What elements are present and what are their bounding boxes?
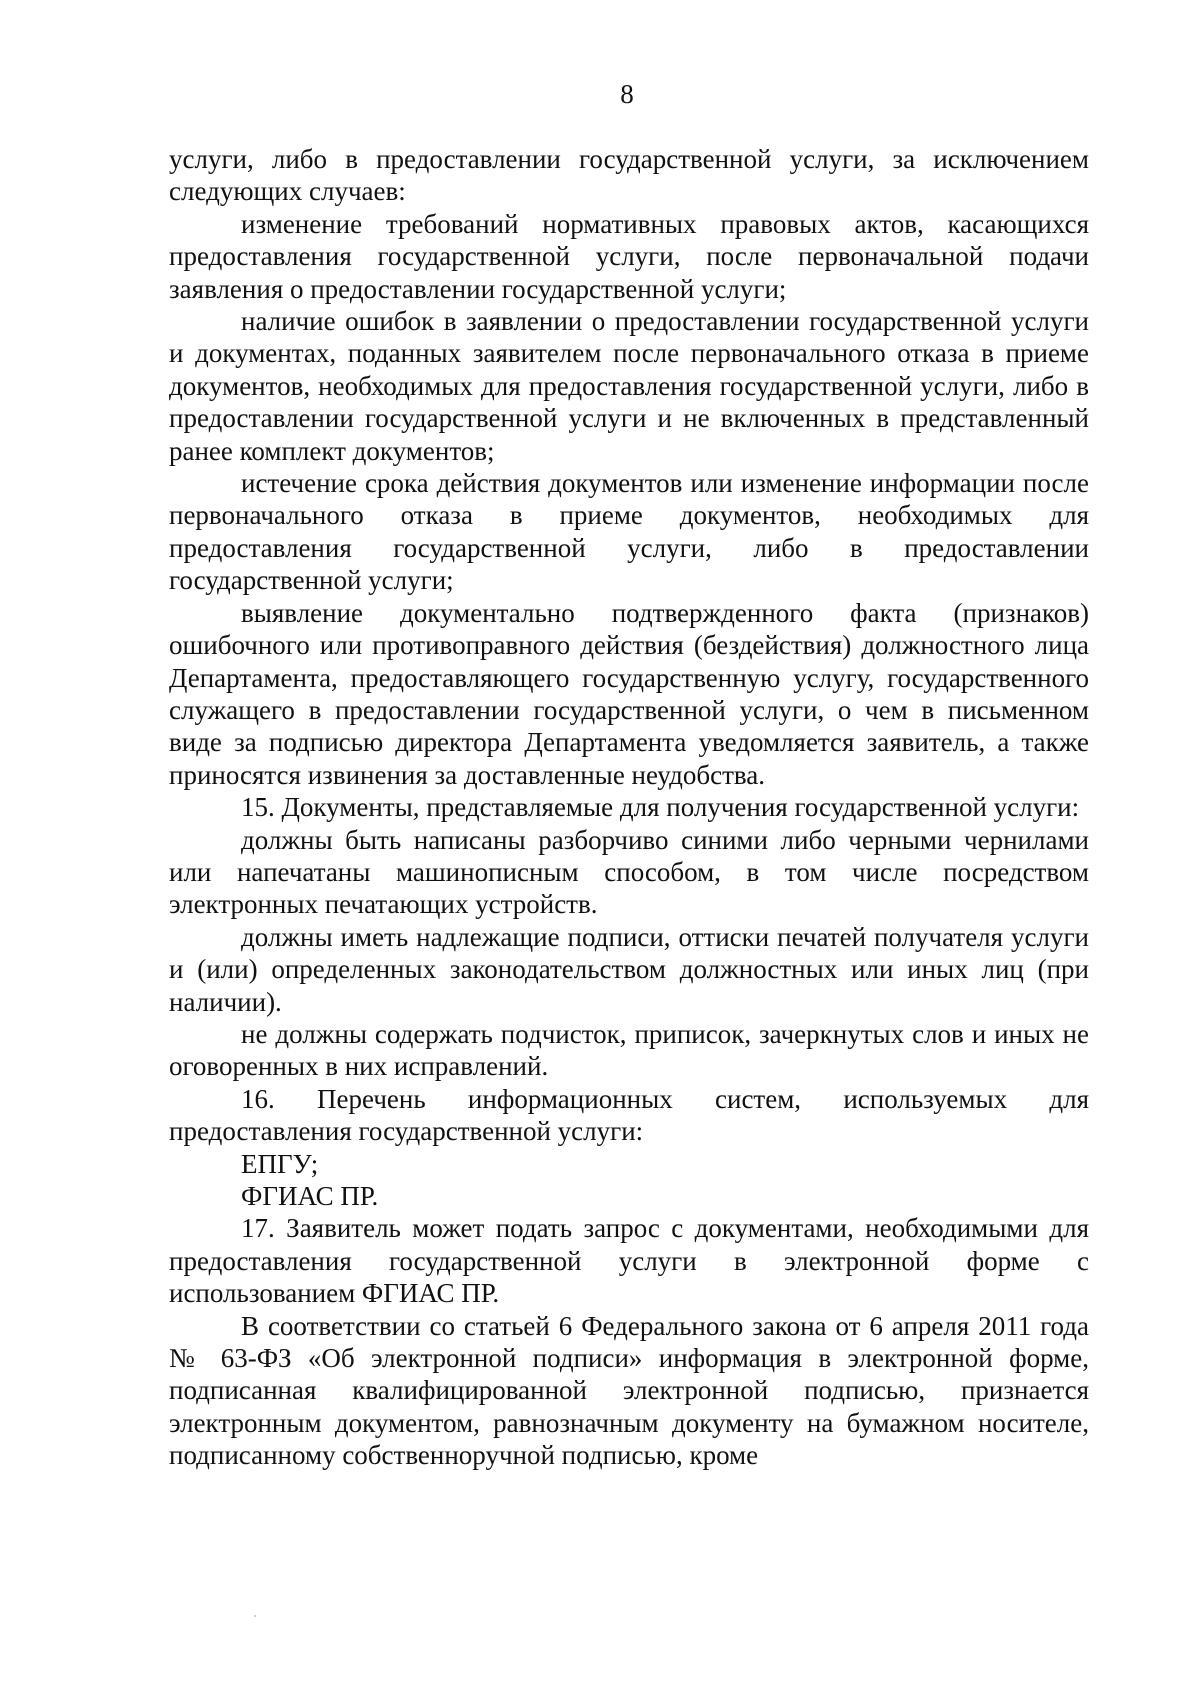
paragraph: не должны содержать подчисток, приписок, зачеркнутых слов и иных не оговоренных в них исправлений. — [169, 1018, 1089, 1082]
paragraph: наличие ошибок в заявлении о предоставлении государственной услуги и документах, поданных заявителем после первоначального отказа в приеме документов, необходимых для предоставления государственной услуги, либо в предоставлении государственной услуги и не включенных в представленный ранее комплект документов; — [169, 306, 1089, 466]
paragraph: ФГИАС ПР. — [241, 1181, 379, 1211]
paragraph: услуги, либо в предоставлении государственной услуги, за исключением следующих случаев: — [169, 144, 1089, 207]
paragraph: должны быть написаны разборчиво синими либо черными чернилами или напечатаны машинописным способом, в том числе посредством электронных печатающих устройств. — [169, 824, 1089, 920]
paragraph: 15. Документы, представляемые для получения государственной услуги: — [241, 792, 1080, 823]
paragraph: изменение требований нормативных правовых актов, касающихся предоставления государственной услуги, после первоначальной подачи заявления о предоставлении государственной услуги; — [169, 208, 1089, 304]
paragraph: В соответствии со статьей 6 Федерального закона от 6 апреля 2011 года № 63-ФЗ «Об электронной подписи» информация в электронной форме, подписанная квалифицированной электронной подписью, признается электронным документом, равнозначным документу на бумажном носителе, подписанному собственноручной подписью, кроме — [169, 1310, 1089, 1471]
paragraph: выявление документально подтвержденного факта (признаков) ошибочного или противоправного действия (бездействия) должностного лица Департамента, предоставляющего государственную услугу, государственного служащего в предоставлении государственной услуги, о чем в письменном виде за подписью директора Департамента уведомляется заявитель, а также приносятся извинения за доставленные неудобства. — [169, 597, 1089, 790]
paragraph: 16. Перечень информационных систем, используемых для предоставления государственной услуги: — [169, 1083, 1089, 1147]
scan-speck — [254, 1615, 256, 1617]
page-number: 8 — [620, 79, 634, 109]
body-text — [169, 143, 1089, 1472]
paragraph: должны иметь надлежащие подписи, оттиски печатей получателя услуги и (или) определенных законодательством должностных или иных лиц (при наличии). — [169, 921, 1089, 1017]
paragraph: ЕПГУ; — [241, 1148, 319, 1179]
paragraph: 17. Заявитель может подать запрос с документами, необходимыми для предоставления государственной услуги в электронной форме с использованием ФГИАС ПР. — [169, 1213, 1089, 1309]
paragraph: истечение срока действия документов или изменение информации после первоначального отказа в приеме документов, необходимых для предоставления государственной услуги, либо в предоставлении государственной услуги; — [169, 468, 1089, 596]
